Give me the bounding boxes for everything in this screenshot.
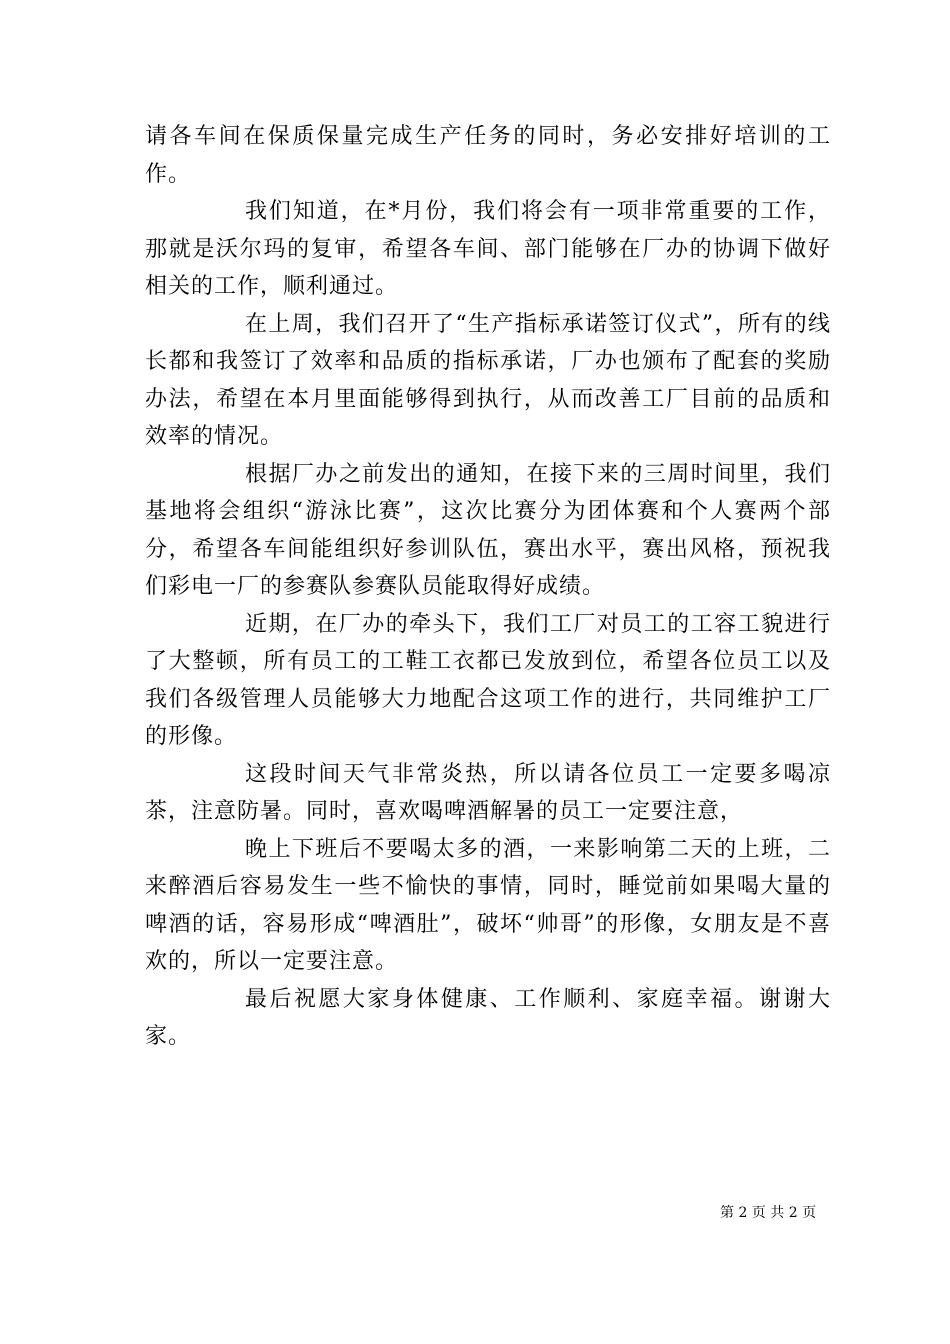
paragraph-2: 我们知道，在*月份，我们将会有一项非常重要的工作，那就是沃尔玛的复审，希望各车间、部门能够在厂办的协调下做好相关的工作，顺利通过。 [145,199,831,299]
paragraph-1: 请各车间在保质保量完成生产任务的同时，务必安排好培训的工作。 [145,124,831,187]
paragraph-3: 在上周，我们召开了“生产指标承诺签订仪式”，所有的线长都和我签订了效率和品质的指标承诺，厂办也颁布了配套的奖励办法，希望在本月里面能够得到执行，从而改善工厂目前的品质和效率的情况。 [145,311,831,449]
paragraph-8: 最后祝愿大家身体健康、工作顺利、家庭幸福。谢谢大家。 [145,986,831,1049]
paragraph-5: 近期，在厂办的牵头下，我们工厂对员工的工容工貌进行了大整顿，所有员工的工鞋工衣都已发放到位，希望各位员工以及我们各级管理人员能够大力地配合这项工作的进行，共同维护工厂的形像。 [145,611,831,749]
paragraph-7: 晚上下班后不要喝太多的酒，一来影响第二天的上班，二来醉酒后容易发生一些不愉快的事情，同时，睡觉前如果喝大量的啤酒的话，容易形成“啤酒肚”，破坏“帅哥”的形像，女朋友是不喜欢的，所以一定要注意。 [145,836,831,974]
paragraph-4: 根据厂办之前发出的通知，在接下来的三周时间里，我们基地将会组织“游泳比赛”，这次比赛分为团体赛和个人赛两个部分，希望各车间能组织好参训队伍，赛出水平，赛出风格，预祝我们彩电一厂的参赛队参赛队员能取得好成绩。 [145,461,831,599]
page-number-footer: 第 2 页 共 2 页 [720,1205,817,1221]
document-body [145,118,831,1056]
paragraph-6: 这段时间天气非常炎热，所以请各位员工一定要多喝凉茶，注意防暑。同时，喜欢喝啤酒解暑的员工一定要注意， [145,761,831,824]
